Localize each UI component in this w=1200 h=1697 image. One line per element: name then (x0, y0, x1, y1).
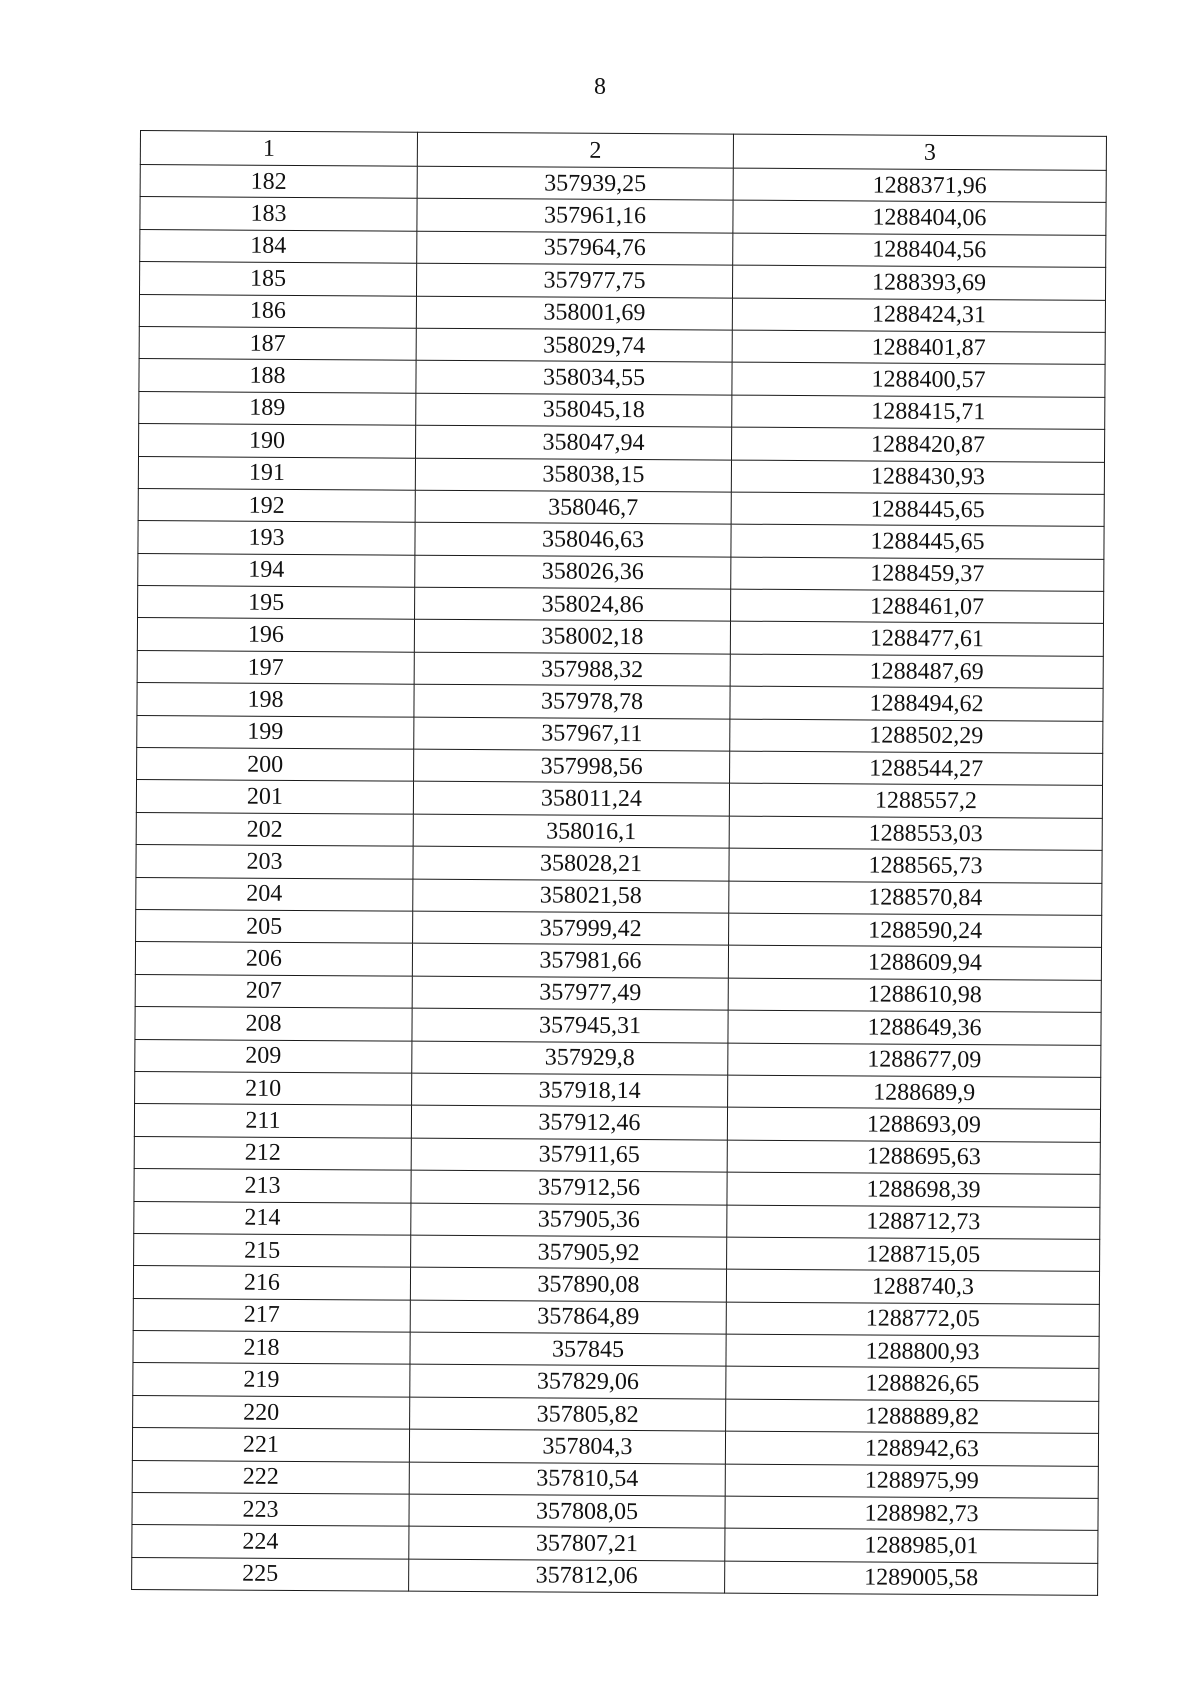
point-number-cell: 200 (137, 748, 414, 782)
coord-y-cell: 1288689,9 (728, 1075, 1101, 1110)
point-number-cell: 221 (132, 1428, 409, 1462)
point-number-cell: 224 (132, 1525, 409, 1559)
coord-x-cell: 358001,69 (416, 296, 732, 330)
coord-x-cell: 357945,31 (412, 1008, 728, 1042)
coord-y-cell: 1288494,62 (730, 686, 1103, 721)
coord-x-cell: 357845 (410, 1332, 726, 1366)
point-number-cell: 206 (135, 942, 412, 976)
point-number-cell: 209 (135, 1039, 412, 1073)
coord-x-cell: 358021,58 (413, 879, 729, 913)
coord-x-cell: 358002,18 (414, 620, 730, 654)
point-number-cell: 195 (138, 586, 415, 620)
point-number-cell: 190 (139, 424, 416, 458)
coord-y-cell: 1288404,56 (733, 233, 1106, 268)
coord-x-cell: 357918,14 (412, 1073, 728, 1107)
coord-y-cell: 1288371,96 (733, 168, 1106, 203)
coord-x-cell: 357978,78 (414, 684, 730, 718)
point-number-cell: 198 (137, 683, 414, 717)
table-body (132, 131, 1107, 1596)
coord-y-cell: 1288800,93 (726, 1334, 1099, 1369)
coord-y-cell: 1288975,99 (725, 1464, 1098, 1499)
coord-y-cell: 1288401,87 (732, 330, 1105, 365)
coord-x-cell: 358024,86 (415, 587, 731, 621)
coord-y-cell: 1288553,03 (729, 816, 1102, 851)
coord-x-cell: 358026,36 (415, 555, 731, 589)
coord-y-cell: 1288695,63 (727, 1140, 1100, 1175)
point-number-cell: 220 (133, 1395, 410, 1429)
coord-x-cell: 357805,82 (410, 1397, 726, 1431)
table-row (132, 1557, 1098, 1595)
coord-y-cell: 1288610,98 (728, 978, 1101, 1013)
point-number-cell: 186 (139, 294, 416, 328)
coord-y-cell: 1288424,31 (732, 298, 1105, 333)
coord-x-cell: 357804,3 (409, 1429, 725, 1463)
coord-x-cell: 357829,06 (410, 1365, 726, 1399)
coord-y-cell: 1288404,06 (733, 201, 1106, 236)
point-number-cell: 203 (136, 845, 413, 879)
point-number-cell: 199 (137, 715, 414, 749)
coord-x-cell: 357905,36 (411, 1203, 727, 1237)
coord-y-cell: 1288461,07 (731, 589, 1104, 624)
coord-y-cell: 1288393,69 (732, 265, 1105, 300)
coord-x-cell: 357967,11 (414, 717, 730, 751)
coord-x-cell: 357890,08 (410, 1267, 726, 1301)
coord-x-cell: 357964,76 (417, 231, 733, 265)
point-number-cell: 215 (134, 1233, 411, 1267)
coord-y-cell: 1288459,37 (731, 557, 1104, 592)
coord-y-cell: 1288445,65 (731, 524, 1104, 559)
coord-y-cell: 1288985,01 (725, 1529, 1098, 1564)
coord-x-cell: 358028,21 (413, 846, 729, 880)
coord-y-cell: 1288477,61 (730, 622, 1103, 657)
coord-x-cell: 357929,8 (412, 1041, 728, 1075)
point-number-cell: 217 (133, 1298, 410, 1332)
coord-y-cell: 1288649,36 (728, 1010, 1101, 1045)
coord-y-cell: 1288982,73 (725, 1496, 1098, 1531)
coord-y-cell: 1288570,84 (729, 881, 1102, 916)
coord-y-cell: 1288942,63 (725, 1431, 1098, 1466)
coord-y-cell: 1288430,93 (731, 460, 1104, 495)
point-number-cell: 194 (138, 553, 415, 587)
coord-x-cell: 357961,16 (417, 199, 733, 233)
coord-y-cell: 1288445,65 (731, 492, 1104, 527)
point-number-cell: 182 (140, 165, 417, 199)
coord-x-cell: 357911,65 (411, 1138, 727, 1172)
coordinates-table (131, 130, 1107, 1596)
column-header: 1 (140, 131, 417, 167)
coord-x-cell: 358034,55 (416, 361, 732, 395)
column-header: 2 (417, 132, 733, 168)
point-number-cell: 191 (138, 456, 415, 490)
coord-y-cell: 1288826,65 (726, 1367, 1099, 1402)
coord-x-cell: 358046,7 (415, 490, 731, 524)
point-number-cell: 213 (134, 1169, 411, 1203)
point-number-cell: 225 (132, 1557, 409, 1591)
coord-y-cell: 1288544,27 (730, 751, 1103, 786)
coord-y-cell: 1288889,82 (726, 1399, 1099, 1434)
coord-y-cell: 1288693,09 (727, 1107, 1100, 1142)
coord-y-cell: 1288502,29 (730, 719, 1103, 754)
coord-x-cell: 357988,32 (414, 652, 730, 686)
coord-x-cell: 358047,94 (416, 425, 732, 459)
point-number-cell: 189 (139, 391, 416, 425)
coord-x-cell: 357808,05 (409, 1494, 725, 1528)
point-number-cell: 208 (135, 1007, 412, 1041)
coord-x-cell: 357864,89 (410, 1300, 726, 1334)
coord-y-cell: 1288557,2 (729, 784, 1102, 819)
coord-x-cell: 357912,46 (411, 1106, 727, 1140)
point-number-cell: 205 (136, 909, 413, 943)
coord-y-cell: 1288609,94 (728, 945, 1101, 980)
point-number-cell: 197 (137, 650, 414, 684)
coord-y-cell: 1288740,3 (726, 1269, 1099, 1304)
point-number-cell: 210 (135, 1071, 412, 1105)
point-number-cell: 212 (134, 1136, 411, 1170)
coord-x-cell: 357905,92 (411, 1235, 727, 1269)
coord-y-cell: 1288400,57 (732, 362, 1105, 397)
point-number-cell: 207 (135, 974, 412, 1008)
point-number-cell: 223 (132, 1492, 409, 1526)
page-number: 8 (594, 74, 606, 100)
coord-x-cell: 357998,56 (414, 749, 730, 783)
coord-y-cell: 1289005,58 (725, 1561, 1098, 1596)
coord-x-cell: 357999,42 (413, 911, 729, 945)
coord-x-cell: 357807,21 (409, 1527, 725, 1561)
point-number-cell: 202 (136, 812, 413, 846)
coord-x-cell: 358029,74 (416, 328, 732, 362)
point-number-cell: 214 (134, 1201, 411, 1235)
point-number-cell: 183 (140, 197, 417, 231)
point-number-cell: 187 (139, 326, 416, 360)
point-number-cell: 188 (139, 359, 416, 393)
coord-x-cell: 357810,54 (409, 1462, 725, 1496)
coord-x-cell: 357977,75 (416, 263, 732, 297)
point-number-cell: 211 (134, 1104, 411, 1138)
coord-y-cell: 1288565,73 (729, 848, 1102, 883)
coord-y-cell: 1288698,39 (727, 1172, 1100, 1207)
coord-x-cell: 358016,1 (413, 814, 729, 848)
point-number-cell: 222 (132, 1460, 409, 1494)
coord-y-cell: 1288590,24 (729, 913, 1102, 948)
point-number-cell: 185 (139, 262, 416, 296)
point-number-cell: 193 (138, 521, 415, 555)
coord-y-cell: 1288677,09 (728, 1043, 1101, 1078)
coord-y-cell: 1288715,05 (727, 1237, 1100, 1272)
column-header: 3 (733, 134, 1106, 170)
coord-y-cell: 1288712,73 (727, 1205, 1100, 1240)
coord-x-cell: 357977,49 (412, 976, 728, 1010)
point-number-cell: 196 (137, 618, 414, 652)
coord-x-cell: 358038,15 (415, 458, 731, 492)
coord-x-cell: 357981,66 (412, 944, 728, 978)
coord-y-cell: 1288415,71 (732, 395, 1105, 430)
point-number-cell: 219 (133, 1363, 410, 1397)
coord-y-cell: 1288420,87 (731, 427, 1104, 462)
point-number-cell: 184 (140, 229, 417, 263)
point-number-cell: 201 (136, 780, 413, 814)
point-number-cell: 218 (133, 1331, 410, 1365)
coord-x-cell: 358046,63 (415, 522, 731, 556)
coord-x-cell: 357912,56 (411, 1170, 727, 1204)
point-number-cell: 216 (133, 1266, 410, 1300)
point-number-cell: 204 (136, 877, 413, 911)
coord-x-cell: 357939,25 (417, 166, 733, 200)
point-number-cell: 192 (138, 488, 415, 522)
coord-x-cell: 358011,24 (413, 782, 729, 816)
coord-x-cell: 358045,18 (416, 393, 732, 427)
coord-y-cell: 1288487,69 (730, 654, 1103, 689)
coord-x-cell: 357812,06 (409, 1559, 725, 1593)
coord-y-cell: 1288772,05 (726, 1302, 1099, 1337)
